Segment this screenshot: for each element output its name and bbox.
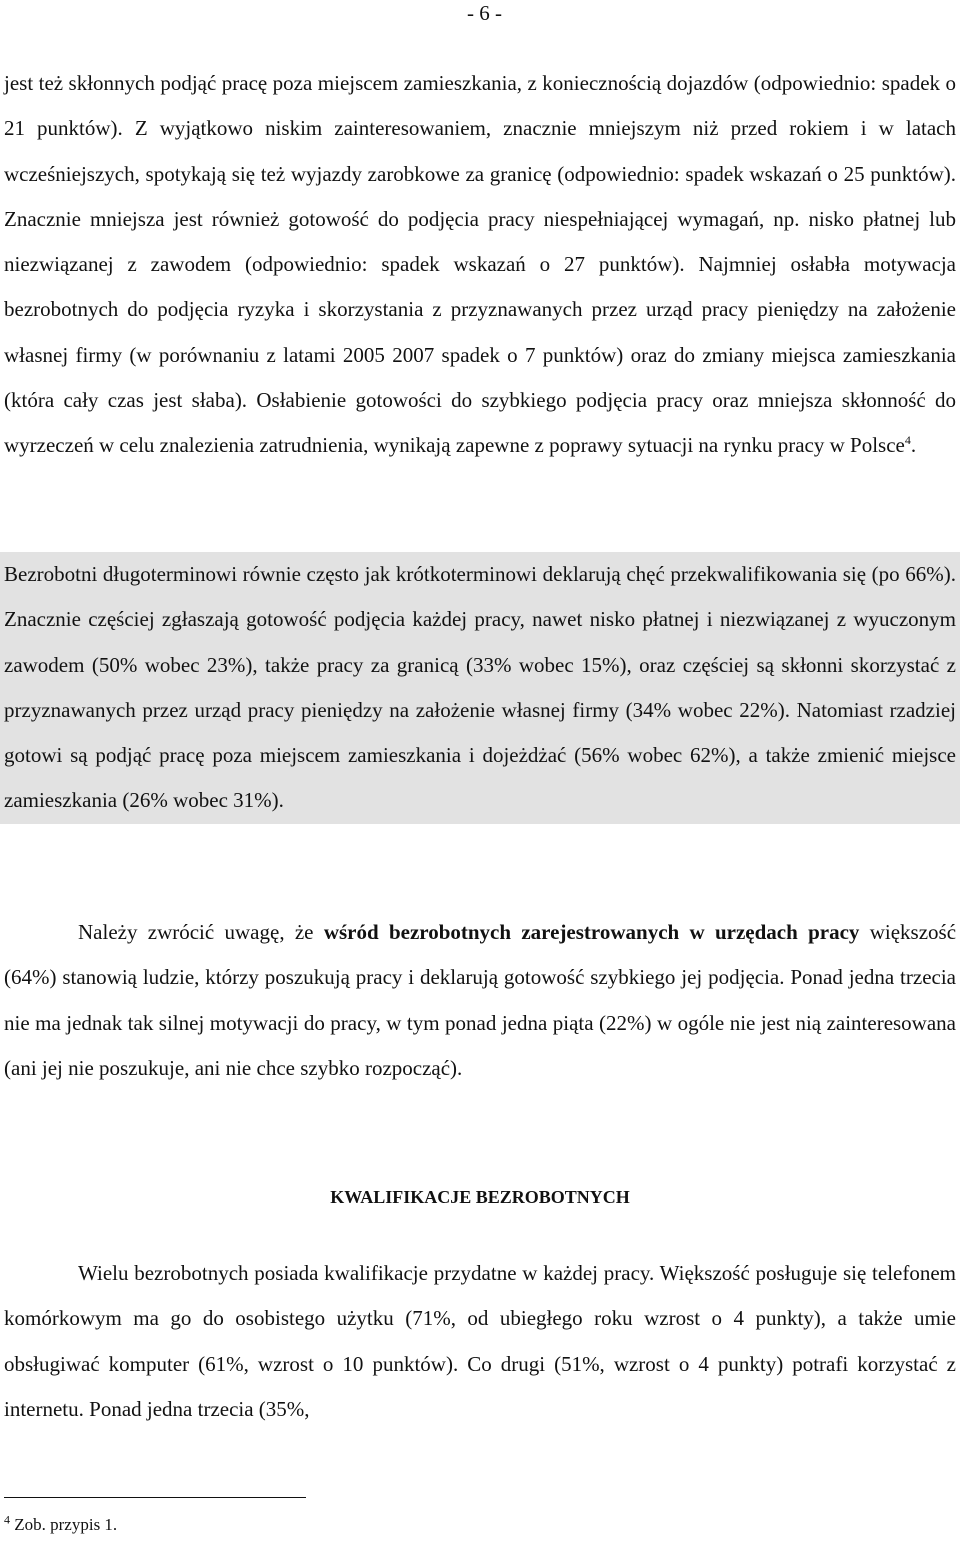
paragraph-4-text: Wielu bezrobotnych posiada kwalifikacje przydatne w każdej pracy. Większość posługuje się telefonem komórkowym ma go do osobistego użytku (71%, od ubiegłego roku wzrost o 4 punkty), a także umie obsługiwać komputer (61%, wzrost o 10 punktów). Co drugi (51%, wzrost o 4 punkty) potrafi korzystać z internetu. Ponad jedna trzecia (35%,	[4, 1261, 956, 1421]
paragraph-1-end: .	[910, 433, 917, 458]
page-number: - 6 -	[467, 1, 502, 25]
section-heading: KWALIFIKACJE BEZROBOTNYCH	[330, 1187, 630, 1207]
highlighted-paragraph	[0, 552, 960, 824]
paragraph-1-text: jest też skłonnych podjąć pracę poza miejscem zamieszkania, z koniecznością dojazdów (odpowiednio: spadek o 21 punktów). Z wyjątkowo niskim zainteresowaniem, znacznie mniejszym niż przed rokiem i w latach wcześniejszych, spotykają się też wyjazdy zarobkowe za granicę (odpowiednio: spadek wskazań o 25 punktów). Znacznie mniejsza jest również gotowość do podjęcia pracy niespełniającej wymagań, np. nisko płatnej lub niezwiązanej z zawodem (odpowiednio: spadek wskazań o 27 punktów). Najmniej osłabła motywacja bezrobotnych do podjęcia ryzyka i skorzystania z przyznawanych przez urząd pracy pieniędzy na założenie własnej firmy (w porównaniu z latami 2005 2007 spadek o 7 punktów) oraz do zmiany miejsca zamieszkania (która cały czas jest słaba). Osłabienie gotowości do szybkiego podjęcia pracy oraz mniejsza skłonność do wyrzeczeń w celu znalezienia zatrudnienia, wynikają zapewne z poprawy sytuacji na rynku pracy w Polsce	[4, 71, 956, 458]
footnote	[4, 1513, 117, 1537]
paragraph-3-start: Należy zwrócić uwagę, że	[78, 920, 324, 944]
paragraph-3-rest: większość (64%) stanowią ludzie, którzy poszukują pracy i deklarują gotowość szybkiego jej podjęcia. Ponad jedna trzecia nie ma jednak tak silnej motywacji do pracy, w tym ponad jedna piąta (22%) w ogóle nie jest nią zainteresowana (ani jej nie poszukuje, ani nie chce szybko rozpocząć).	[4, 920, 957, 1080]
footnote-number: 4	[4, 1512, 10, 1527]
footnote-text: Zob. przypis 1.	[10, 1515, 118, 1534]
paragraph-2-text: Bezrobotni długoterminowi równie często jak krótkoterminowi deklarują chęć przekwalifikowania się (po 66%). Znacznie częściej zgłaszają gotowość podjęcia każdej pracy, nawet nisko płatnej i niezwiązanej z wyuczonym zawodem (50% wobec 23%), także pracy za granicą (33% wobec 15%), oraz częściej są skłonni skorzystać z przyznawanych przez urząd pracy pieniędzy na założenie własnej firmy (34% wobec 22%). Natomiast rzadziej gotowi są podjąć pracę poza miejscem zamieszkania i dojeżdżać (56% wobec 62%), a także zmienić miejsce zamieszkania (26% wobec 31%).	[4, 562, 956, 813]
footnote-ref: 4	[904, 433, 911, 448]
footnote-separator	[4, 1497, 306, 1498]
paragraph-1	[4, 61, 956, 469]
paragraph-3-bold: wśród bezrobotnych zarejestrowanych w urzędach pracy	[323, 920, 860, 944]
paragraph-3	[4, 910, 956, 1091]
paragraph-4	[4, 1251, 956, 1432]
